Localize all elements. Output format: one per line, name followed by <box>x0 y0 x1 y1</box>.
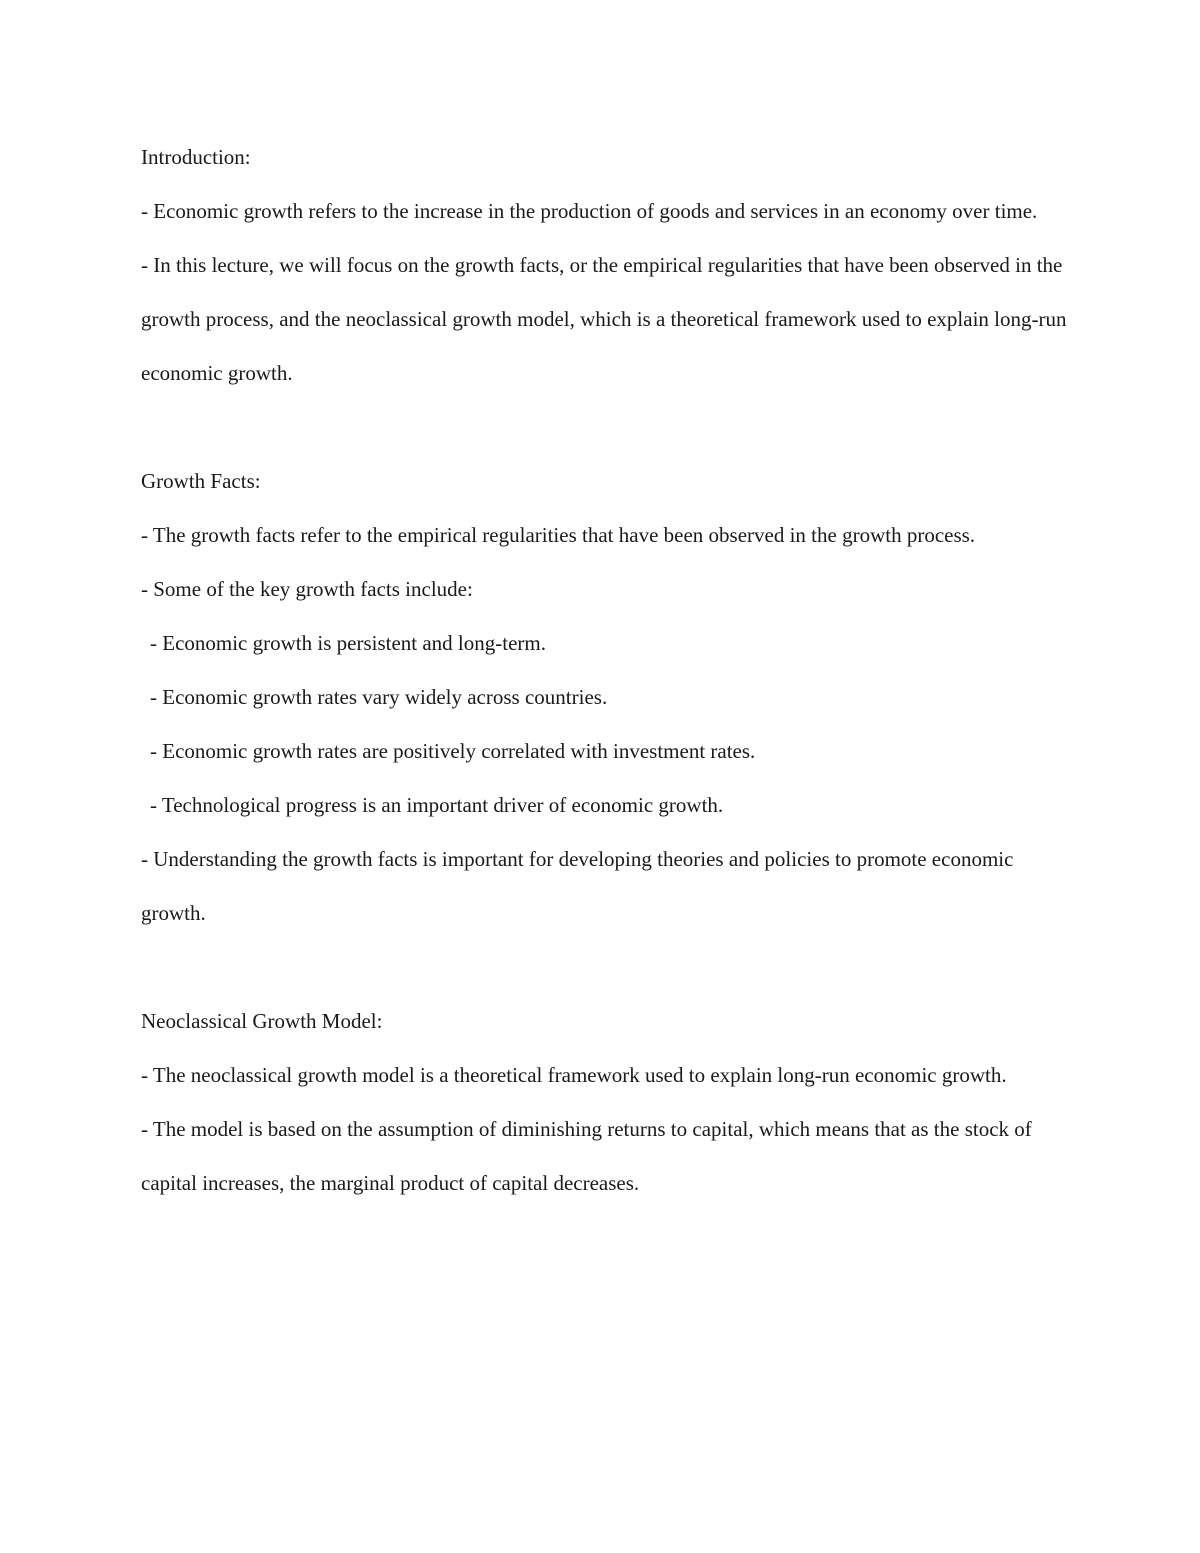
sub-list-item: - Economic growth rates are positively correlated with investment rates. <box>150 739 756 763</box>
paragraph: - The model is based on the assumption of diminishing returns to capital, which means that as the stock of capital increases, the marginal product of capital decreases. <box>141 1117 1032 1195</box>
document-body <box>141 130 1071 1210</box>
paragraph: - Some of the key growth facts include: <box>141 577 473 601</box>
paragraph: - In this lecture, we will focus on the growth facts, or the empirical regularities that have been observed in the growth process, and the neoclassical growth model, which is a theoretical framework used to explain long-run economic growth. <box>141 253 1067 385</box>
section-introduction <box>141 130 1071 400</box>
paragraph: - The growth facts refer to the empirical regularities that have been observed in the growth process. <box>141 523 976 547</box>
section-heading: Growth Facts: <box>141 469 261 493</box>
section-growth-facts <box>141 454 1071 940</box>
section-heading: Introduction: <box>141 145 251 169</box>
sub-list-item: - Economic growth rates vary widely across countries. <box>150 685 608 709</box>
section-heading: Neoclassical Growth Model: <box>141 1009 383 1033</box>
section-neoclassical-growth-model <box>141 994 1071 1210</box>
paragraph: - The neoclassical growth model is a theoretical framework used to explain long-run economic growth. <box>141 1063 1007 1087</box>
sub-list-item: - Technological progress is an important driver of economic growth. <box>150 793 724 817</box>
paragraph: - Understanding the growth facts is important for developing theories and policies to promote economic growth. <box>141 847 1014 925</box>
paragraph: - Economic growth refers to the increase in the production of goods and services in an economy over time. <box>141 199 1038 223</box>
sub-list-item: - Economic growth is persistent and long-term. <box>150 631 546 655</box>
